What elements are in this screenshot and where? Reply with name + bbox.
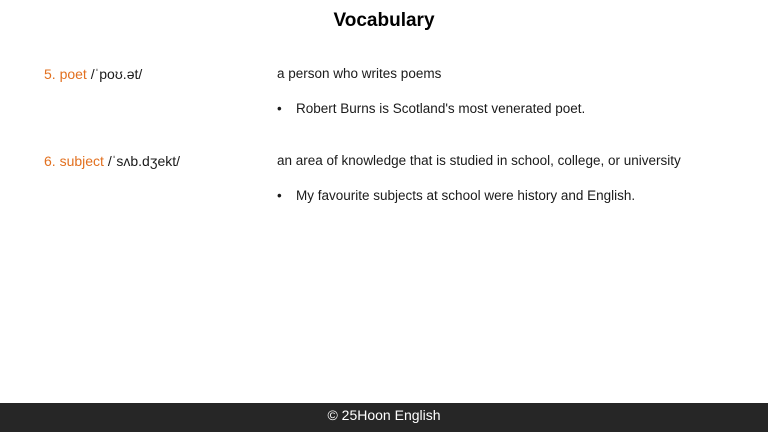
footer-copyright: © 25Hoon English [0,403,768,432]
term-word: 6. subject [44,153,104,169]
definition: an area of knowledge that is studied in school, college, or university [277,153,681,168]
term-word: 5. poet [44,66,87,82]
term-pronunciation: /ˈsʌb.dʒekt/ [103,153,181,169]
bullet-icon: • [277,188,282,203]
page-title: Vocabulary [333,10,435,31]
term-pronunciation: /ˈpoʊ.ət/ [86,66,143,82]
term [44,153,180,169]
bullet-icon: • [277,101,282,116]
definition: a person who writes poems [277,66,442,81]
example-text: My favourite subjects at school were history and English. [296,188,636,203]
example-text: Robert Burns is Scotland's most venerated poet. [296,101,586,116]
example-sentence [277,101,585,116]
example-sentence [277,188,635,203]
term [44,66,142,82]
